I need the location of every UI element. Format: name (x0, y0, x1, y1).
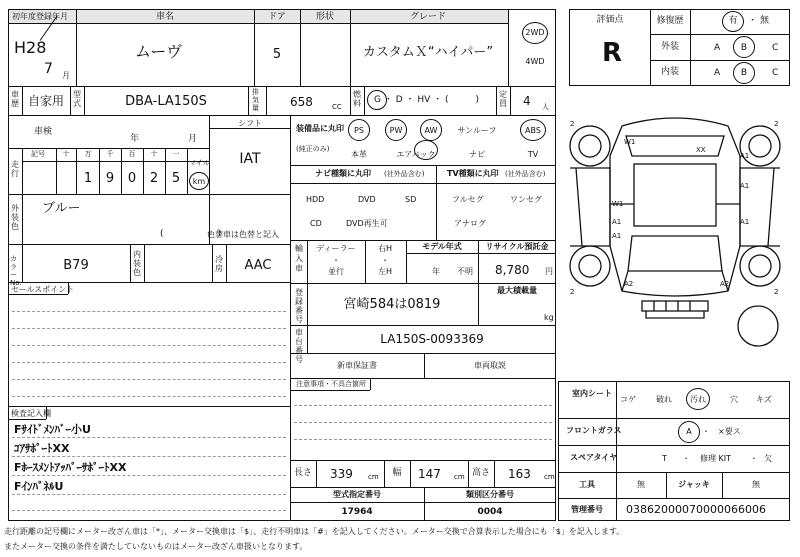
inspection-label: 車検 (34, 127, 53, 137)
jack-value: 無 (752, 480, 760, 489)
diagram-mark: 2 (774, 120, 779, 128)
diagram-mark: 2 (570, 288, 575, 296)
diagram-mark: A2 (720, 280, 730, 288)
navi-sd: SD (405, 195, 417, 204)
repair-no: 無 (760, 16, 770, 26)
drive-4wd: 4WD (525, 57, 545, 66)
km-unit: km (192, 177, 206, 186)
diagram-mark: A1 (740, 218, 750, 226)
footer-note-2: またメーター交換の条件を満たしていないものはメーター改ざん車扱いとなります。 (4, 542, 308, 551)
damage-note: FｲﾝﾊﾟﾈﾙU (14, 480, 64, 493)
equip-airbag: エアバック (396, 150, 436, 159)
navi-cd: CD (310, 219, 322, 228)
equip-tv: TV (527, 150, 539, 159)
type-no-value: 17964 (341, 507, 373, 517)
mileage-digit: 1 (83, 171, 93, 186)
navi-hdd: HDD (306, 195, 325, 204)
inspection-notes-label: 検査記入欄 (11, 409, 51, 418)
mileage-digit: 2 (149, 171, 159, 186)
door-label: ドア (268, 12, 286, 22)
repair-yes: 有 (728, 16, 738, 26)
diagram-mark: A1 (612, 218, 622, 226)
seat-hole: 穴 (730, 395, 738, 404)
chassis-value: LA150S-0093369 (380, 332, 484, 346)
diagram-mark: A2 (624, 280, 634, 288)
diagram-mark: A1 (740, 152, 750, 160)
car-damage-diagram (562, 96, 792, 376)
import-parallel: 並行 (328, 267, 344, 276)
era-year: H28 (14, 38, 47, 57)
tools-label: 工具 (579, 480, 595, 489)
length-value: 339 (330, 467, 353, 481)
color-note: 色替車は色替と記入 (207, 230, 279, 239)
diagram-mark: W1 (612, 200, 624, 208)
color-value: ブルー (42, 201, 81, 216)
fuel-label: 燃料 (353, 90, 361, 108)
shift-label: シフト (238, 119, 262, 128)
footer-note-1: 走行距離の記号欄にメーター改ざん車は「*」、メーター交換車は「$」、走行不明車は「#」を記入してください。メーター交換で合算表示した場合にも「$」を記入します。 (4, 527, 625, 536)
repair-history-label: 修復歴 (656, 16, 684, 26)
mileage-label: 走行 (11, 160, 19, 178)
diagram-mark: XX (696, 146, 706, 154)
tv-analog: アナログ (454, 219, 486, 228)
seat-tear: 破れ (656, 395, 672, 404)
model-year-label: モデル年式 (422, 242, 462, 251)
displacement-label: 排気量 (252, 88, 259, 112)
manual-label: 車両取説 (474, 361, 506, 370)
class-no-label: 類別区分番号 (466, 490, 514, 499)
seat-label: 室内シート (572, 389, 612, 398)
navi-dvd: DVD (358, 195, 376, 204)
diagram-mark: 2 (774, 288, 779, 296)
diagram-mark: 2 (570, 120, 575, 128)
usage-value: 自家用 (27, 94, 65, 108)
reg-no-label: 登録番号 (295, 288, 303, 324)
navi-type-label: ナビ種類に丸印 (315, 169, 371, 178)
diagram-mark: W1 (624, 138, 636, 146)
tv-type-label: TV種類に丸印 (447, 169, 499, 178)
recycle-value: 8,780 (495, 263, 530, 277)
interior-color-label: 内装色 (133, 250, 141, 277)
length-label: 長さ (294, 468, 313, 478)
grade-label: グレード (409, 12, 447, 22)
width-label: 幅 (392, 468, 402, 478)
navi-dvd-play: DVD再生可 (346, 219, 388, 228)
capacity-label: 定員 (499, 90, 507, 108)
damage-note: Fｻｲﾄﾞﾒﾝﾊﾞｰ小U (14, 423, 91, 436)
warranty-label: 新車保証書 (337, 361, 377, 370)
recycle-label: リサイクル預託金 (485, 242, 549, 251)
import-label: 輸入車 (295, 244, 303, 273)
model-label: 型式 (73, 90, 81, 108)
jack-label: ジャッキ (678, 480, 710, 489)
tv-fullseg: フルセグ (452, 195, 484, 204)
ac-value: AAC (244, 258, 272, 273)
shape-label: 形状 (315, 12, 335, 22)
fuel-options: G ・ D ・ HV ・ ( ) (374, 95, 480, 105)
mgmt-no-value: 03862000070000066006 (626, 503, 766, 516)
equip-sunroof: サンルーフ (457, 126, 497, 135)
color-no-label: カラーNo. (10, 255, 22, 287)
height-value: 163 (508, 467, 531, 481)
door-count: 5 (272, 47, 282, 62)
caution-label: 注意事項・不具合箇所 (296, 380, 366, 388)
class-no-value: 0004 (477, 507, 503, 517)
sales-point-label: セールスポイント (11, 285, 75, 294)
equip-navi: ナビ (469, 150, 485, 159)
score-value: R (601, 38, 623, 68)
exterior-label: 外装 (660, 42, 680, 52)
seat-burn: コゲ (620, 395, 636, 404)
car-name: ムーヴ (135, 42, 183, 61)
equipment-label: 装備品に丸印 (296, 124, 344, 133)
import-dealer: ディーラー (316, 244, 356, 253)
equip-leather: 本革 (351, 150, 367, 159)
equip-ps: PS (354, 126, 364, 135)
import-left-h: 左H (377, 267, 393, 276)
equip-aw: AW (424, 126, 438, 135)
first-reg-label: 初年度登録年月 (12, 12, 68, 21)
capacity-value: 4 (523, 94, 531, 108)
month-unit: 月 (62, 71, 70, 80)
mileage-digit: 9 (105, 171, 115, 186)
exterior-grade: B (740, 43, 748, 53)
score-label: 評価点 (596, 15, 624, 25)
seat-scratch: キズ (756, 395, 772, 404)
mgmt-no-label: 管理番号 (571, 505, 603, 514)
width-value: 147 (418, 467, 441, 481)
damage-note: FﾎｰｽﾒﾝﾄｱｯﾊﾟｰｻﾎﾟｰﾄXX (14, 461, 127, 474)
mileage-digit: 5 (171, 171, 181, 186)
color-label: 外装色 (11, 204, 19, 231)
import-right-h: 右H (377, 244, 393, 253)
windshield-label: フロントガラス (566, 426, 622, 435)
type-no-label: 型式指定番号 (333, 490, 381, 499)
spare-tire-label: スペアタイヤ (570, 453, 618, 462)
displacement-value: 658 (290, 95, 313, 109)
interior-label: 内装 (660, 67, 680, 77)
drive-2wd: 2WD (525, 28, 545, 37)
diagram-mark: A1 (612, 232, 622, 240)
car-name-label: 車名 (155, 12, 175, 22)
reg-no-value: 宮崎584は0819 (343, 297, 441, 312)
reg-month: 7 (44, 61, 53, 77)
color-no-value: B79 (63, 258, 89, 273)
tv-oneseg: ワンセグ (510, 195, 542, 204)
usage-label: 車歴 (11, 90, 19, 108)
max-load-label: 最大積載量 (497, 286, 537, 295)
equip-abs: ABS (525, 126, 541, 135)
interior-grade: B (740, 68, 748, 78)
seat-dirt: 汚れ (690, 395, 706, 404)
diagram-mark: A1 (740, 182, 750, 190)
tools-value: 無 (637, 480, 645, 489)
model-value: DBA-LA150S (125, 94, 207, 109)
height-label: 高さ (472, 468, 491, 478)
equip-pw: PW (389, 126, 403, 135)
shift-value: IAT (239, 151, 261, 167)
mileage-digit: 0 (127, 171, 137, 186)
windshield-grade: A (686, 427, 692, 436)
damage-note: ｺｱｻﾎﾟｰﾄXX (14, 442, 70, 455)
chassis-label: 車台番号 (295, 328, 303, 364)
ac-label: 冷房 (215, 255, 223, 273)
spare-repair-kit: 修理 KIT (700, 454, 732, 463)
grade-value: カスタムＸ“ハイパー” (362, 45, 494, 60)
